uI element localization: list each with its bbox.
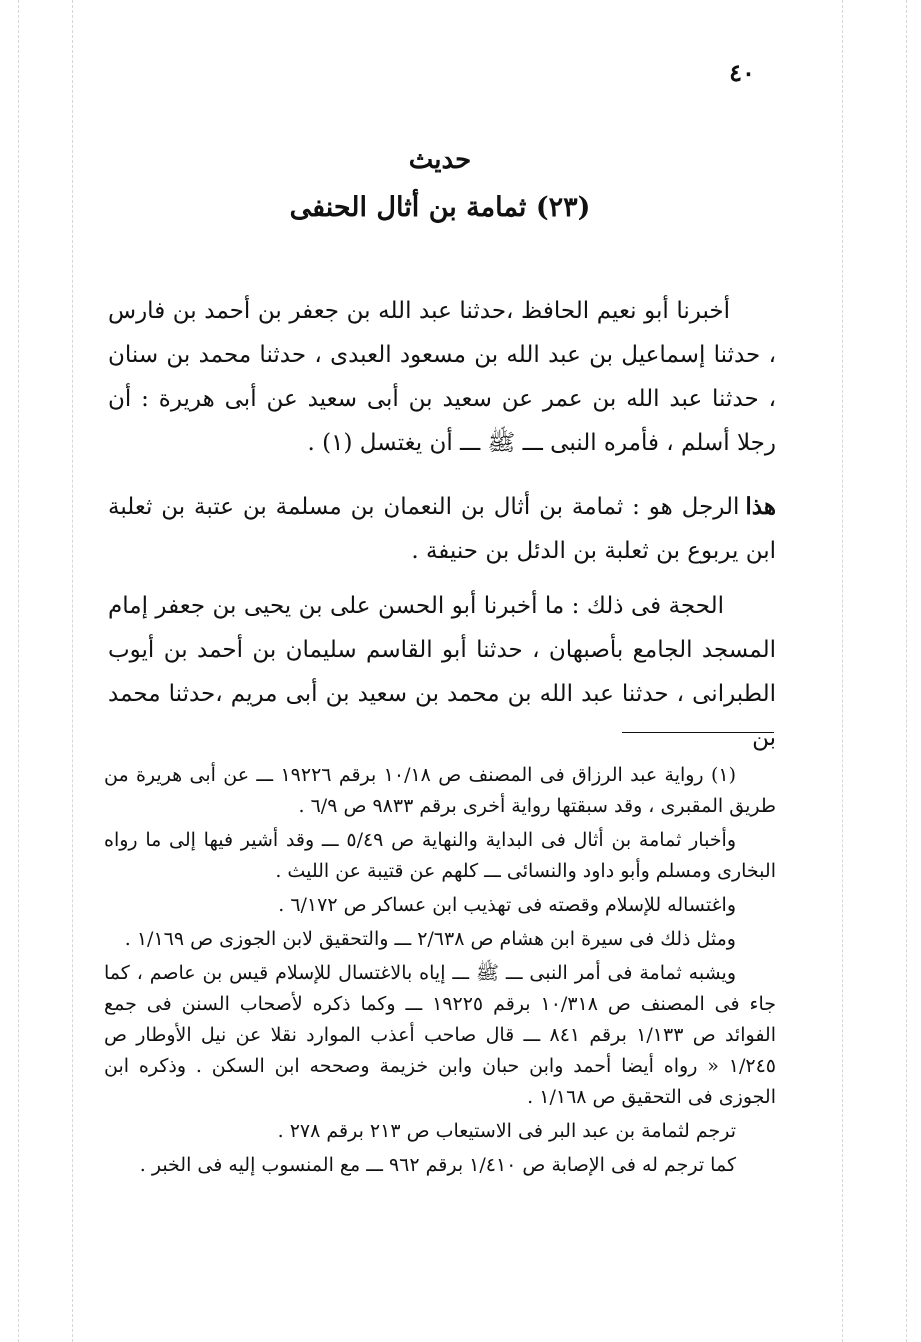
paragraph-proof: الحجة فى ذلك : ما أخبرنا أبو الحسن على بن يحيى بن جعفر إمام المسجد الجامع بأصبهان ، حدثنا أبو القاسم سليمان بن أحمد بن أيوب الطبرانى ، حدثنا عبد الله بن محمد بن سعيد بن أبى مريم ،حدثنا محمد بن (108, 593, 776, 751)
paragraph-lead-word: هذا (745, 493, 776, 520)
footnote-separator (622, 732, 774, 733)
footnote: ويشبه ثمامة فى أمر النبى ـــ ﷺ ـــ إياه بالاغتسال للإسلام قيس بن عاصم ، كما جاء فى المصنف ص ١٠/٣١٨ برقم ١٩٢٢٥ ـــ وكما ذكره لأصحاب السنن فى جمع الفوائد ص ١/١٣٣ برقم ٨٤١ ـــ قال صاحب أعذب الموارد نقلا عن نيل الأوطار ص ١/٢٤٥ « رواه أيضا أحمد وابن حبان وابن خزيمة وصححه ابن السكن . وذكره ابن الجوزى فى التحقيق ص ١/١٦٨ . (104, 962, 776, 1108)
paragraph-identity-text: الرجل هو : ثمامة بن أثال بن النعمان بن مسلمة بن عتبة بن ثعلبة ابن يربوع بن ثعلبة بن الدئل بن حنيفة . (108, 494, 776, 564)
section-title: حديث (408, 145, 472, 175)
footnote: واغتساله للإسلام وقصته فى تهذيب ابن عساكر ص ٦/١٧٢ . (278, 894, 736, 916)
paragraph-isnad: أخبرنا أبو نعيم الحافظ ،حدثنا عبد الله بن جعفر بن أحمد بن فارس ، حدثنا إسماعيل بن عبد الله بن مسعود العبدى ، حدثنا محمد بن سنان ، حدثنا عبد الله بن عمر عن سعيد بن أبى سعيد عن أبى هريرة : أن رجلا أسلم ، فأمره النبى ـــ ﷺ ـــ أن يغتسل (١) . (108, 298, 776, 456)
page-number: ٤٠ (729, 58, 755, 87)
footnote: كما ترجم له فى الإصابة ص ١/٤١٠ برقم ٩٦٢ ـــ مع المنسوب إليه فى الخبر . (139, 1154, 736, 1176)
footnote: (١) رواية عبد الرزاق فى المصنف ص ١٠/١٨ برقم ١٩٢٢٦ ـــ عن أبى هريرة من طريق المقبرى ، وقد سبقتها رواية أخرى برقم ٩٨٣٣ ص ٦/٩ . (104, 764, 776, 817)
section-subtitle: (٢٣) ثمامة بن أثال الحنفى (289, 192, 591, 223)
footnote: ومثل ذلك فى سيرة ابن هشام ص ٢/٦٣٨ ـــ والتحقيق لابن الجوزى ص ١/١٦٩ . (124, 928, 736, 950)
scan-edge-line (906, 0, 907, 1342)
footnotes (104, 760, 776, 1184)
footnote: وأخبار ثمامة بن أثال فى البداية والنهاية ص ٥/٤٩ ـــ وقد أشير فيها إلى ما رواه البخارى ومسلم وأبو داود والنسائى ـــ كلهم عن قتيبة عن الليث . (104, 829, 776, 882)
scan-edge-line (842, 0, 843, 1342)
footnote: ترجم لثمامة بن عبد البر فى الاستيعاب ص ٢١٣ برقم ٢٧٨ . (277, 1120, 736, 1142)
scan-edge-line (18, 0, 19, 1342)
paragraph-identity (108, 485, 776, 573)
scan-edge-line (72, 0, 73, 1342)
